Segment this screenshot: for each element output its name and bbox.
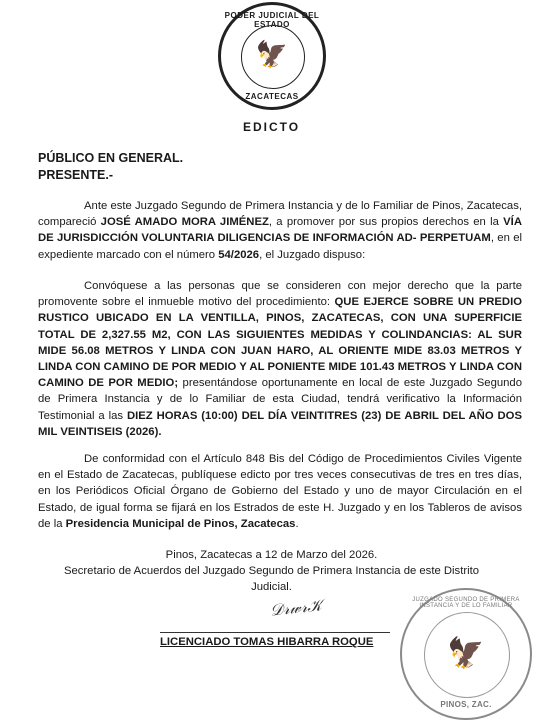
document-title: EDICTO — [242, 120, 301, 134]
court-seal-top — [218, 2, 326, 110]
handwritten-signature: 𝒟𝓇𝓌𝓇𝒦 — [269, 595, 323, 620]
paragraph-appearance: Ante este Juzgado Segundo de Primera Instancia y de lo Familiar de Pinos, Zacatecas, compareció JOSÉ AMADO MORA JIMÉNEZ, a promover por sus propios derechos en la VÍA DE JURISDICCIÓN VOLUNTARIA DILIGENCIAS DE INFORMACIÓN AD- PERPETUAM, en el expediente marcado con el número 54/2026, el Juzgado dispuso: — [38, 200, 522, 261]
closing-secretary-line: Secretario de Acuerdos del Juzgado Segundo de Primera Instancia de este Distrito — [63, 565, 480, 577]
paragraph-summons: Convóquese a las personas que se consideren con mejor derecho que la parte promovente sobre el inmueble motivo del procedimiento: QUE EJERCE SOBRE UN PREDIO RUSTICO UBICADO EN LA VENTILLA, PINOS, ZACATECAS, CON UNA SUPERFICIE TOTAL DE 2,327.55 M2, CON LAS SIGUIENTES MEDIDAS Y COLINDANCIAS: AL SUR MIDE 56.08 METROS Y LINDA CON JUAN HARO, AL ORIENTE MIDE 83.03 METROS Y LINDA CON CAMINO DE POR MEDIO Y AL PONIENTE MIDE 101.43 METROS Y LINDA CON CAMINO DE POR MEDIO; presentándose oportunamente en local de este Juzgado Segundo de Primera Instancia y de lo Familiar de esta Ciudad, tendrá verificativo la Información Testimonial a las DIEZ HORAS (10:00) DEL DÍA VEINTITRES (23) DE ABRIL DEL AÑO DOS MIL VEINTISEIS (2026). — [38, 280, 523, 438]
closing-date: Pinos, Zacatecas a 12 de Marzo del 2026. — [165, 549, 378, 561]
signer-name: LICENCIADO TOMAS HIBARRA ROQUE — [160, 636, 374, 648]
seal-ring-top-text: PODER JUDICIAL DEL ESTADO — [224, 11, 320, 29]
seal-ring-bottom-text: ZACATECAS — [245, 92, 299, 101]
closing-judicial-line: Judicial. — [251, 581, 292, 593]
signature-line — [160, 632, 390, 633]
paragraph-publication: De conformidad con el Artículo 848 Bis del Código de Procedimientos Civiles Vigente en el Estado de Zacatecas, publíquese edicto por tres veces consecutivas de tres en tres días, en los Periódicos Oficial Órgano de Gobierno del Estado y uno de mayor Circulación en el Estado, de igual forma se fijará en los Estrados de este H. Juzgado y en los Tableros de avisos de la Presidencia Municipal de Pinos, Zacatecas. — [38, 453, 522, 530]
seal-ring-top-text: JUZGADO SEGUNDO DE PRIMERA INSTANCIA Y DE LO FAMILIAR — [412, 597, 520, 609]
court-seal-bottom — [400, 588, 532, 720]
seal-ring-bottom-text: PINOS, ZAC. — [440, 700, 492, 709]
eagle-emblem-icon: 🦅 — [447, 637, 485, 670]
eagle-emblem-icon: 🦅 — [255, 39, 289, 69]
greeting-line-2: PRESENTE.- — [38, 168, 114, 182]
greeting-line-1: PÚBLICO EN GENERAL. — [38, 151, 184, 165]
